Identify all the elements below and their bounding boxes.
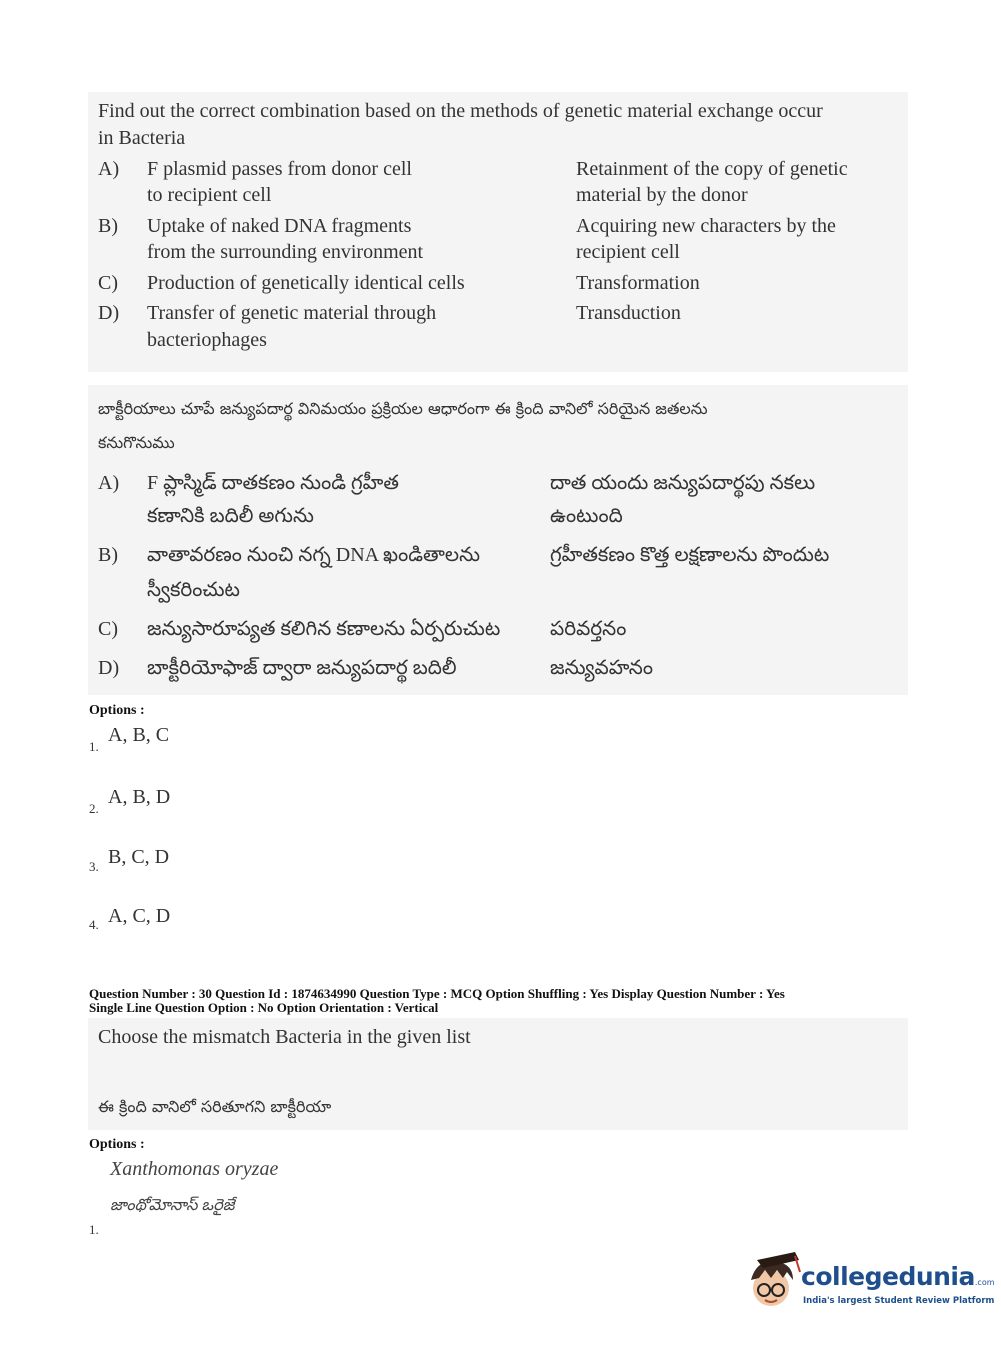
collegedunia-logo xyxy=(743,1250,995,1320)
q29-row-label: B) xyxy=(98,215,118,237)
q29-row-left: F plasmid passes from donor cell xyxy=(147,158,412,180)
logo-tagline: India's largest Student Review Platform xyxy=(803,1296,995,1306)
q29-telugu-stem-line2: కనుగొనుము xyxy=(98,433,175,452)
q29-stem-line1: Find out the correct combination based on the methods of genetic material exchange occur xyxy=(98,100,823,122)
option-number: 4. xyxy=(89,917,99,932)
q29-te-row-right: దాత యందు జన్యుపదార్థపు నకలు xyxy=(550,472,816,494)
q29-te-row-left: వాతావరణం నుంచి నగ్న DNA ఖండితాలను xyxy=(147,544,481,566)
q30-telugu-stem: ఈ క్రింది వానిలో సరితూగని బాక్టీరియా xyxy=(98,1097,332,1116)
q29-row-right: material by the donor xyxy=(576,184,748,206)
q29-row-label: C) xyxy=(98,272,118,294)
option-text-telugu: జాంథోమోనాస్ ఒరైజే xyxy=(110,1197,235,1214)
option-number: 2. xyxy=(89,801,99,816)
q29-telugu-scan xyxy=(88,385,908,695)
q29-te-row-right: జన్యువహనం xyxy=(550,657,653,679)
q29-row-label: D) xyxy=(98,302,120,324)
q29-row-label: A) xyxy=(98,158,120,180)
q29-row-left: Uptake of naked DNA fragments xyxy=(147,215,412,237)
q30-english-stem: Choose the mismatch Bacteria in the given list xyxy=(98,1026,471,1048)
q29-row-right: Acquiring new characters by the xyxy=(576,215,836,237)
q29-row-left: bacteriophages xyxy=(147,329,267,351)
mascot-icon xyxy=(743,1250,803,1320)
q29-te-row-label: D) xyxy=(98,657,120,679)
q29-te-row-left: కణానికి బదిలీ అగును xyxy=(147,505,314,527)
logo-suffix: .com xyxy=(974,1278,995,1287)
q29-row-right: Retainment of the copy of genetic xyxy=(576,158,848,180)
option-number: 1. xyxy=(89,1222,99,1237)
q29-te-row-label: C) xyxy=(98,618,118,640)
q30-meta-line2: Single Line Question Option : No Option Orientation : Vertical xyxy=(89,1000,439,1015)
option-number: 1. xyxy=(89,739,99,754)
option-text: A, C, D xyxy=(108,905,171,927)
option-text: B, C, D xyxy=(108,846,170,868)
q29-stem-line2: in Bacteria xyxy=(98,127,186,149)
option-text: A, B, D xyxy=(108,786,171,808)
q29-row-right: Transduction xyxy=(576,302,681,324)
q29-row-left: to recipient cell xyxy=(147,184,272,206)
q29-te-row-left: జన్యుసారూప్యత కలిగిన కణాలను ఏర్పరుచుట xyxy=(147,618,501,640)
q29-options-label: Options : xyxy=(89,703,145,718)
q29-row-left: Transfer of genetic material through xyxy=(147,302,437,324)
option-text-english: Xanthomonas oryzae xyxy=(110,1158,279,1180)
logo-wordmark xyxy=(801,1262,995,1291)
q29-te-row-left: F ప్లాస్మిడ్ దాతకణం నుండి గ్రహీత xyxy=(147,472,399,494)
q29-row-left: from the surrounding environment xyxy=(147,241,424,263)
option-text: A, B, C xyxy=(108,724,170,746)
q29-te-row-left: బాక్టీరియోఫాజ్ ద్వారా జన్యుపదార్థ బదిలీ xyxy=(147,657,457,679)
q29-te-row-label: A) xyxy=(98,472,120,494)
q29-te-row-right: గ్రహీతకణం కొత్త లక్షణాలను పొందుట xyxy=(550,544,830,566)
option-number: 3. xyxy=(89,859,99,874)
q29-row-right: recipient cell xyxy=(576,241,680,263)
q30-meta-line1: Question Number : 30 Question Id : 1874634990 Question Type : MCQ Option Shuffling : Yes Display Question Number : Yes xyxy=(89,986,785,1001)
q29-row-left: Production of genetically identical cells xyxy=(147,272,465,294)
q29-te-row-label: B) xyxy=(98,544,118,566)
q29-te-row-left: స్వీకరించుట xyxy=(147,579,240,601)
q29-te-row-right: ఉంటుంది xyxy=(550,505,623,527)
logo-name: collegedunia xyxy=(801,1262,975,1291)
q29-telugu-stem-line1: బాక్టీరియాలు చూపే జన్యుపదార్థ వినిమయం ప్రక్రియల ఆధారంగా ఈ క్రింది వానిలో సరియైన జతలను xyxy=(98,399,708,418)
q29-te-row-right: పరివర్తనం xyxy=(550,618,627,640)
q29-row-right: Transformation xyxy=(576,272,700,294)
q30-options-label: Options : xyxy=(89,1137,145,1152)
